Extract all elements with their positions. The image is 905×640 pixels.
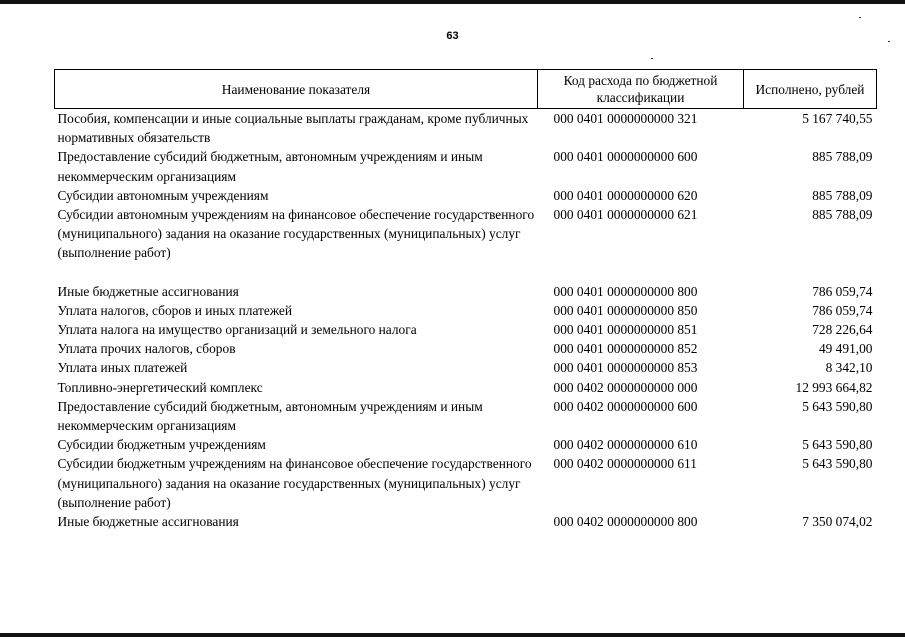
table-row (55, 147, 877, 185)
row-name: Иные бюджетные ассигнования (57, 283, 239, 299)
row-code: 000 0401 0000000000 852 (553, 341, 698, 357)
row-amount: 885 788,09 (812, 187, 873, 203)
table-row (55, 378, 877, 397)
header-name: Наименование показателя (55, 70, 538, 109)
row-name: Субсидии бюджетным учреждениям (57, 437, 266, 453)
row-code: 000 0401 0000000000 853 (553, 360, 698, 376)
row-amount: 786 059,74 (812, 302, 873, 318)
table-row (55, 339, 877, 358)
row-code: 000 0402 0000000000 600 (553, 398, 698, 414)
row-name: Уплата налогов, сборов и иных платежей (57, 302, 293, 318)
row-amount: 786 059,74 (812, 283, 873, 299)
row-code: 000 0401 0000000000 850 (553, 302, 698, 318)
row-amount: 5 643 590,80 (802, 398, 873, 414)
table-header-row (55, 70, 877, 109)
row-code: 000 0402 0000000000 611 (553, 456, 697, 472)
scan-speck (651, 58, 653, 59)
table-row (55, 301, 877, 320)
table-row (55, 186, 877, 205)
row-name: Субсидии бюджетным учреждениям на финансовое обеспечение государственного (муниципального) задания на оказание государственных (муниципальных) услуг (выполнение работ) (57, 456, 532, 510)
row-name: Топливно-энергетический комплекс (57, 379, 263, 395)
table-row (55, 205, 877, 263)
table-row (55, 512, 877, 531)
row-amount: 12 993 664,82 (795, 379, 873, 395)
table-row (55, 109, 877, 148)
table-row (55, 435, 877, 454)
budget-execution-table (54, 69, 877, 531)
row-amount: 885 788,09 (812, 149, 873, 165)
row-amount: 885 788,09 (812, 207, 873, 223)
top-border-rule (0, 0, 905, 4)
row-name: Пособия, компенсации и иные социальные выплаты гражданам, кроме публичных нормативных обязательств (57, 111, 529, 146)
row-name: Иные бюджетные ассигнования (57, 514, 239, 530)
row-amount: 5 643 590,80 (802, 437, 873, 453)
table-row (55, 397, 877, 435)
row-amount: 8 342,10 (825, 360, 873, 376)
page-number: 63 (446, 30, 459, 42)
row-amount: 728 226,64 (812, 322, 873, 338)
row-code: 000 0401 0000000000 600 (553, 149, 698, 165)
table-row (55, 454, 877, 512)
scan-speck (859, 17, 861, 18)
table-row (55, 282, 877, 301)
row-code: 000 0401 0000000000 620 (553, 187, 698, 203)
row-amount: 49 491,00 (818, 341, 873, 357)
table-row (55, 358, 877, 377)
spacer-row (55, 263, 877, 282)
row-name: Уплата иных платежей (57, 360, 188, 376)
row-code: 000 0401 0000000000 321 (553, 111, 698, 126)
row-name: Субсидии автономным учреждениям на финансовое обеспечение государственного (муниципального) задания на оказание государственных (муниципальных) услуг (выполнение работ) (57, 207, 535, 261)
row-amount: 5 643 590,80 (802, 456, 873, 472)
row-code: 000 0402 0000000000 000 (553, 379, 698, 395)
row-name: Уплата налога на имущество организаций и земельного налога (57, 322, 417, 338)
row-name: Предоставление субсидий бюджетным, автономным учреждениям и иным некоммерческим организациям (57, 398, 483, 434)
table-row (55, 320, 877, 339)
header-amount: Исполнено, рублей (744, 70, 877, 109)
row-code: 000 0402 0000000000 800 (553, 514, 698, 530)
row-code: 000 0402 0000000000 610 (553, 437, 698, 453)
row-name: Предоставление субсидий бюджетным, автономным учреждениям и иным некоммерческим организациям (57, 149, 483, 184)
row-code: 000 0401 0000000000 621 (553, 207, 698, 223)
bottom-border-rule (0, 633, 905, 637)
row-amount: 7 350 074,02 (802, 514, 873, 530)
header-code: Код расхода по бюджетной классификации (538, 70, 744, 109)
row-name: Уплата прочих налогов, сборов (57, 341, 236, 357)
row-code: 000 0401 0000000000 851 (553, 322, 698, 338)
row-code: 000 0401 0000000000 800 (553, 283, 698, 299)
row-name: Субсидии автономным учреждениям (57, 187, 269, 203)
row-amount: 5 167 740,55 (802, 111, 873, 126)
